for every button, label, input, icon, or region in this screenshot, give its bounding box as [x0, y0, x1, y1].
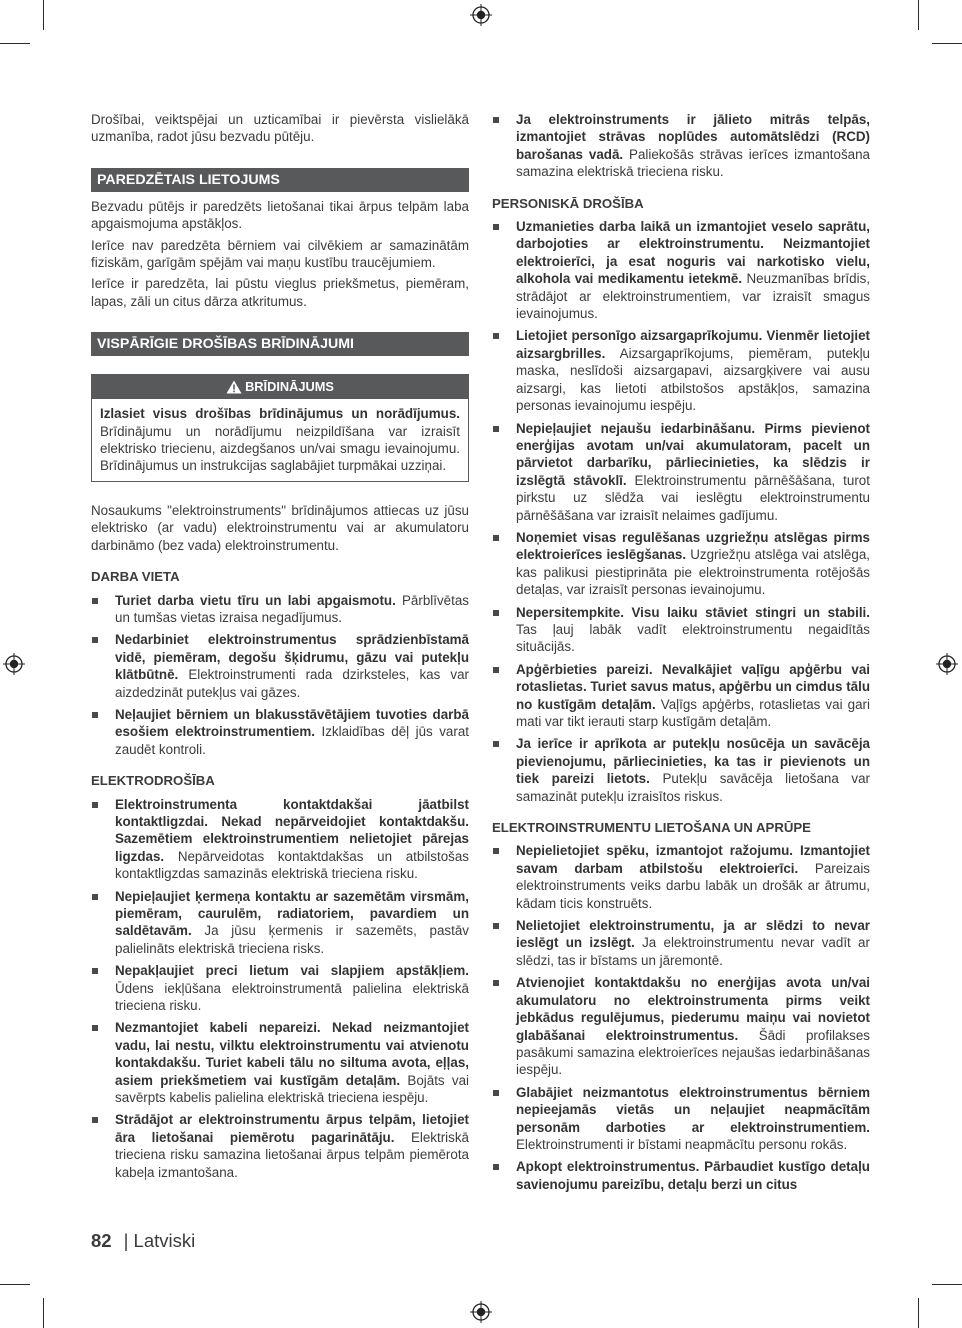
list-item: Neļaujiet bērniem un blakusstāvētājiem tuvoties darbā esošiem elektroinstrumentiem. Izklaidības dēļ jūs varat zaudēt kontroli. — [91, 706, 469, 758]
warning-bold-text: Izlasiet visus drošības brīdinājumus un norādījumus. — [100, 406, 460, 422]
left-column — [91, 111, 469, 1186]
intended-use-paragraph: Bezvadu pūtējs ir paredzēts lietošanai tikai ārpus telpām laba apgaismojuma apstākļos. — [91, 198, 469, 232]
crop-mark — [932, 43, 962, 44]
bullet-square-icon — [92, 1025, 98, 1031]
warning-triangle-icon — [226, 380, 242, 394]
list-item: Nepakļaujiet preci lietum vai slapjiem apstākļiem. Ūdens iekļūšana elektroinstrumentā palielina elektriskā trieciena risku. — [91, 962, 469, 1014]
list-item: Nepieļaujiet ķermeņa kontaktu ar sazemētām virsmām, piemēram, caurulēm, radiatoriem, pavardiem un saldētavām. Ja jūsu ķermenis ir sazemēts, pastāv palielināts elektriskā trieciena risks. — [91, 888, 469, 958]
list-item: Nedarbiniet elektroinstrumentus sprādzienbīstamā vidē, piemēram, degošu šķidrumu, gāzu vai putekļu klātbūtnē. Elektroinstrumenti rada dzirksteles, kas var aizdedzināt putekļus vai gāzes. — [91, 631, 469, 701]
bullet-square-icon — [92, 712, 98, 718]
crop-mark — [918, 1298, 919, 1328]
section-heading-general-safety: VISPĀRĪGIE DROŠĪBAS BRĪDINĀJUMI — [91, 332, 469, 356]
page-number: 82 — [91, 1230, 112, 1251]
crop-mark — [43, 1298, 44, 1328]
list-item: Noņemiet visas regulēšanas uzgriežņu atslēgas pirms elektroierīces ieslēgšanas. Uzgriežņu atslēga vai atslēga, kas palikusi piestiprināta pie elektroinstrumenta rotējošās detaļas, var izraisīt personas ievainojumu. — [492, 529, 870, 599]
bullet-square-icon — [92, 894, 98, 900]
list-item: Ja elektroinstruments ir jālieto mitrās telpās, izmantojiet strāvas noplūdes automātslēdzi (RCD) barošanas vadā. Paliekošās strāvas ierīces izmantošana samazina elektriskā trieciena risku. — [492, 111, 870, 181]
subheading-work-area: DARBA VIETA — [91, 569, 180, 585]
registration-mark-icon — [3, 653, 25, 675]
list-item: Nepieļaujiet nejaušu iedarbināšanu. Pirms pievienot enerģijas avotam un/vai akumulatoram, pacelt un pārvietot darbarīku, pārliecinieties, ka slēdzis ir izslēgtā stāvoklī. Elektroinstrumentu pārnēšāšana, turot pirkstu uz slēdža vai ieslēgtu elektroinstrumentu pārnēšāšana var izraisīt nelaimes gadījumu. — [492, 420, 870, 524]
crop-mark — [0, 1284, 30, 1285]
list-item: Apkopt elektroinstrumentus. Pārbaudiet kustīgo detaļu savienojumu pareizību, detaļu berzi un citus — [492, 1158, 870, 1193]
page-footer — [91, 1230, 195, 1252]
list-item: Turiet darba vietu tīru un labi apgaismotu. Pārblīvētas un tumšas vietas izraisa negadījumus. — [91, 592, 469, 627]
bullet-square-icon — [493, 1090, 499, 1096]
bullet-square-icon — [493, 224, 499, 230]
bullet-square-icon — [493, 741, 499, 747]
bullet-square-icon — [92, 802, 98, 808]
crop-mark — [918, 0, 919, 30]
list-item: Strādājot ar elektroinstrumentu ārpus telpām, lietojiet āra lietošanai piemērotu pagarinātāju. Elektriskā trieciena risku samazina lietošanai ārpus telpām piemērota kabeļa izmantošana. — [91, 1111, 469, 1181]
list-item: Elektroinstrumenta kontaktdakšai jāatbilst kontaktligzdai. Nekad nepārveidojiet kontaktdakšu. Sazemētiem elektroinstrumentiem nelietojiet pārejas ligzdas. Nepārveidotas kontaktdakšas un atbilstošas kontaktligzdas samazinās elektriskā trieciena risku. — [91, 796, 469, 883]
crop-mark — [0, 43, 30, 44]
registration-mark-icon — [470, 1301, 492, 1323]
list-item: Nezmantojiet kabeli nepareizi. Nekad neizmantojiet vadu, lai nestu, vilktu elektroinstrumentu vai atvienotu kontakdakšu. Turiet kabeli tālu no siltuma avota, eļļas, asiem priekšmetiem vai kustīgām detaļām. Bojāts vai savērpts kabelis palielina elektriskā trieciena iespēju. — [91, 1019, 469, 1106]
list-item: Apģērbieties pareizi. Nevalkājiet vaļīgu apģērbu vai rotaslietas. Turiet savus matus, apģērbu un cimdus tālu no kustīgām detaļām. Vaļīgs apģērbs, rotaslietas vai gari mati var tikt ierauti starp kustīgām detaļām. — [492, 661, 870, 731]
list-item: Ja ierīce ir aprīkota ar putekļu nosūcēja un savācēja pievienojumu, pārliecinieties, ka tas ir pievienots un tiek pareizi lietots. Putekļu savācēja lietošana var samazināt putekļu izraisītos riskus. — [492, 735, 870, 805]
bullet-square-icon — [493, 333, 499, 339]
bullet-square-icon — [493, 610, 499, 616]
section-heading-intended-use: PAREDZĒTAIS LIETOJUMS — [91, 168, 469, 192]
list-item: Nepielietojiet spēku, izmantojot ražojumu. Izmantojiet savam darbam atbilstošu elektroierīci. Pareizais elektroinstruments veiks darbu labāk un drošāk ar ātrumu, kādam ticis konstruēts. — [492, 842, 870, 912]
warning-body — [92, 399, 468, 481]
bullet-square-icon — [92, 637, 98, 643]
warning-header — [92, 375, 468, 399]
list-item: Atvienojiet kontaktdakšu no enerģijas avota un/vai akumulatoru no elektroinstrumenta pirms veikt jebkādus regulējumus, piederumu maiņu vai novietot glabāšanai elektroinstrumentus. Šādi profilakses pasākumi samazina elektroierīces nejaušas iedarbināšanas iespēju. — [492, 974, 870, 1078]
list-item: Glabājiet neizmantotus elektroinstrumentus bērniem nepieejamās vietās un neļaujiet neapmācītām personām darboties ar elektroinstrumentiem. Elektroinstrumenti ir bīstami neapmācītu personu rokās. — [492, 1084, 870, 1154]
registration-mark-icon — [936, 653, 958, 675]
bullet-square-icon — [493, 535, 499, 541]
bullet-square-icon — [92, 968, 98, 974]
bullet-square-icon — [493, 117, 499, 123]
list-item: Uzmanieties darba laikā un izmantojiet veselo saprātu, darbojoties ar elektroinstrumentu. Neizmantojiet elektroierīci, ja esat noguris vai narkotisko vielu, alkohola vai medikamentu ietekmē. Neuzmanības brīdis, strādājot ar elektroinstrumentiem, var izraisīt smagus ievainojumus. — [492, 218, 870, 322]
intended-use-paragraph: Ierīce ir paredzēta, lai pūstu vieglus priekšmetus, piemēram, lapas, zāli un citus dārza atkritumus. — [91, 276, 469, 309]
warning-text: Brīdinājumu un norādījumu neizpildīšana var izraisīt elektrisko triecienu, aizdegšanos un/vai smagu ievainojumu. Brīdinājumus un instrukcijas saglabājiet turpmākai uzziņai. — [100, 423, 460, 474]
list-item: Nepersitempkite. Visu laiku stāviet stingri un stabili. Tas ļauj labāk vadīt elektroinstrumentu negaidītās situācijās. — [492, 604, 870, 656]
bullet-square-icon — [493, 667, 499, 673]
bullet-square-icon — [493, 1164, 499, 1170]
crop-mark — [43, 0, 44, 30]
list-item: Lietojiet personīgo aizsargaprīkojumu. Vienmēr lietojiet aizsargbrilles. Aizsargaprīkojums, piemēram, putekļu maska, neslīdoši aizsargapavi, aizsargķivere vai ausu aizsargi, kas lietoti atbilstošos apstākļos, samazina personas ievainojumu iespēju. — [492, 327, 870, 414]
bullet-square-icon — [493, 426, 499, 432]
bullet-square-icon — [92, 598, 98, 604]
intended-use-paragraph: Ierīce nav paredzēta bērniem vai cilvēkiem ar samazinātām fiziskām, garīgām spējām vai maņu kustību traucējumiem. — [91, 237, 469, 271]
intro-text: Drošībai, veiktspējai un uzticamībai ir pievērsta vislielākā uzmanība, radot jūsu bezvadu pūtēju. — [91, 112, 469, 145]
bullet-square-icon — [493, 848, 499, 854]
term-note: Nosaukums "elektroinstruments" brīdinājumos attiecas uz jūsu elektrisko (ar vadu) elektroinstrumentu vai ar akumulatoru darbināmo (bez vada) elektroinstrumentu. — [91, 502, 469, 553]
subheading-personal-safety: PERSONISKĀ DROŠĪBA — [492, 195, 644, 211]
right-column — [492, 111, 870, 1198]
bullet-square-icon — [493, 923, 499, 929]
subheading-tool-use: ELEKTROINSTRUMENTU LIETOŠANA UN APRŪPE — [492, 820, 811, 836]
bullet-square-icon — [92, 1117, 98, 1123]
warning-box — [91, 374, 469, 482]
subheading-electrical-safety: ELEKTRODROŠĪBA — [91, 773, 215, 789]
list-item: Nelietojiet elektroinstrumentu, ja ar slēdzi to nevar ieslēgt un izslēgt. Ja elektroinstrumentu nevar vadīt ar slēdzi, tas ir bīstams un jāremontē. — [492, 917, 870, 969]
warning-label: BRĪDINĀJUMS — [245, 379, 334, 395]
crop-mark — [932, 1284, 962, 1285]
language-label: | Latviski — [123, 1230, 196, 1251]
registration-mark-icon — [470, 4, 492, 26]
bullet-square-icon — [493, 980, 499, 986]
